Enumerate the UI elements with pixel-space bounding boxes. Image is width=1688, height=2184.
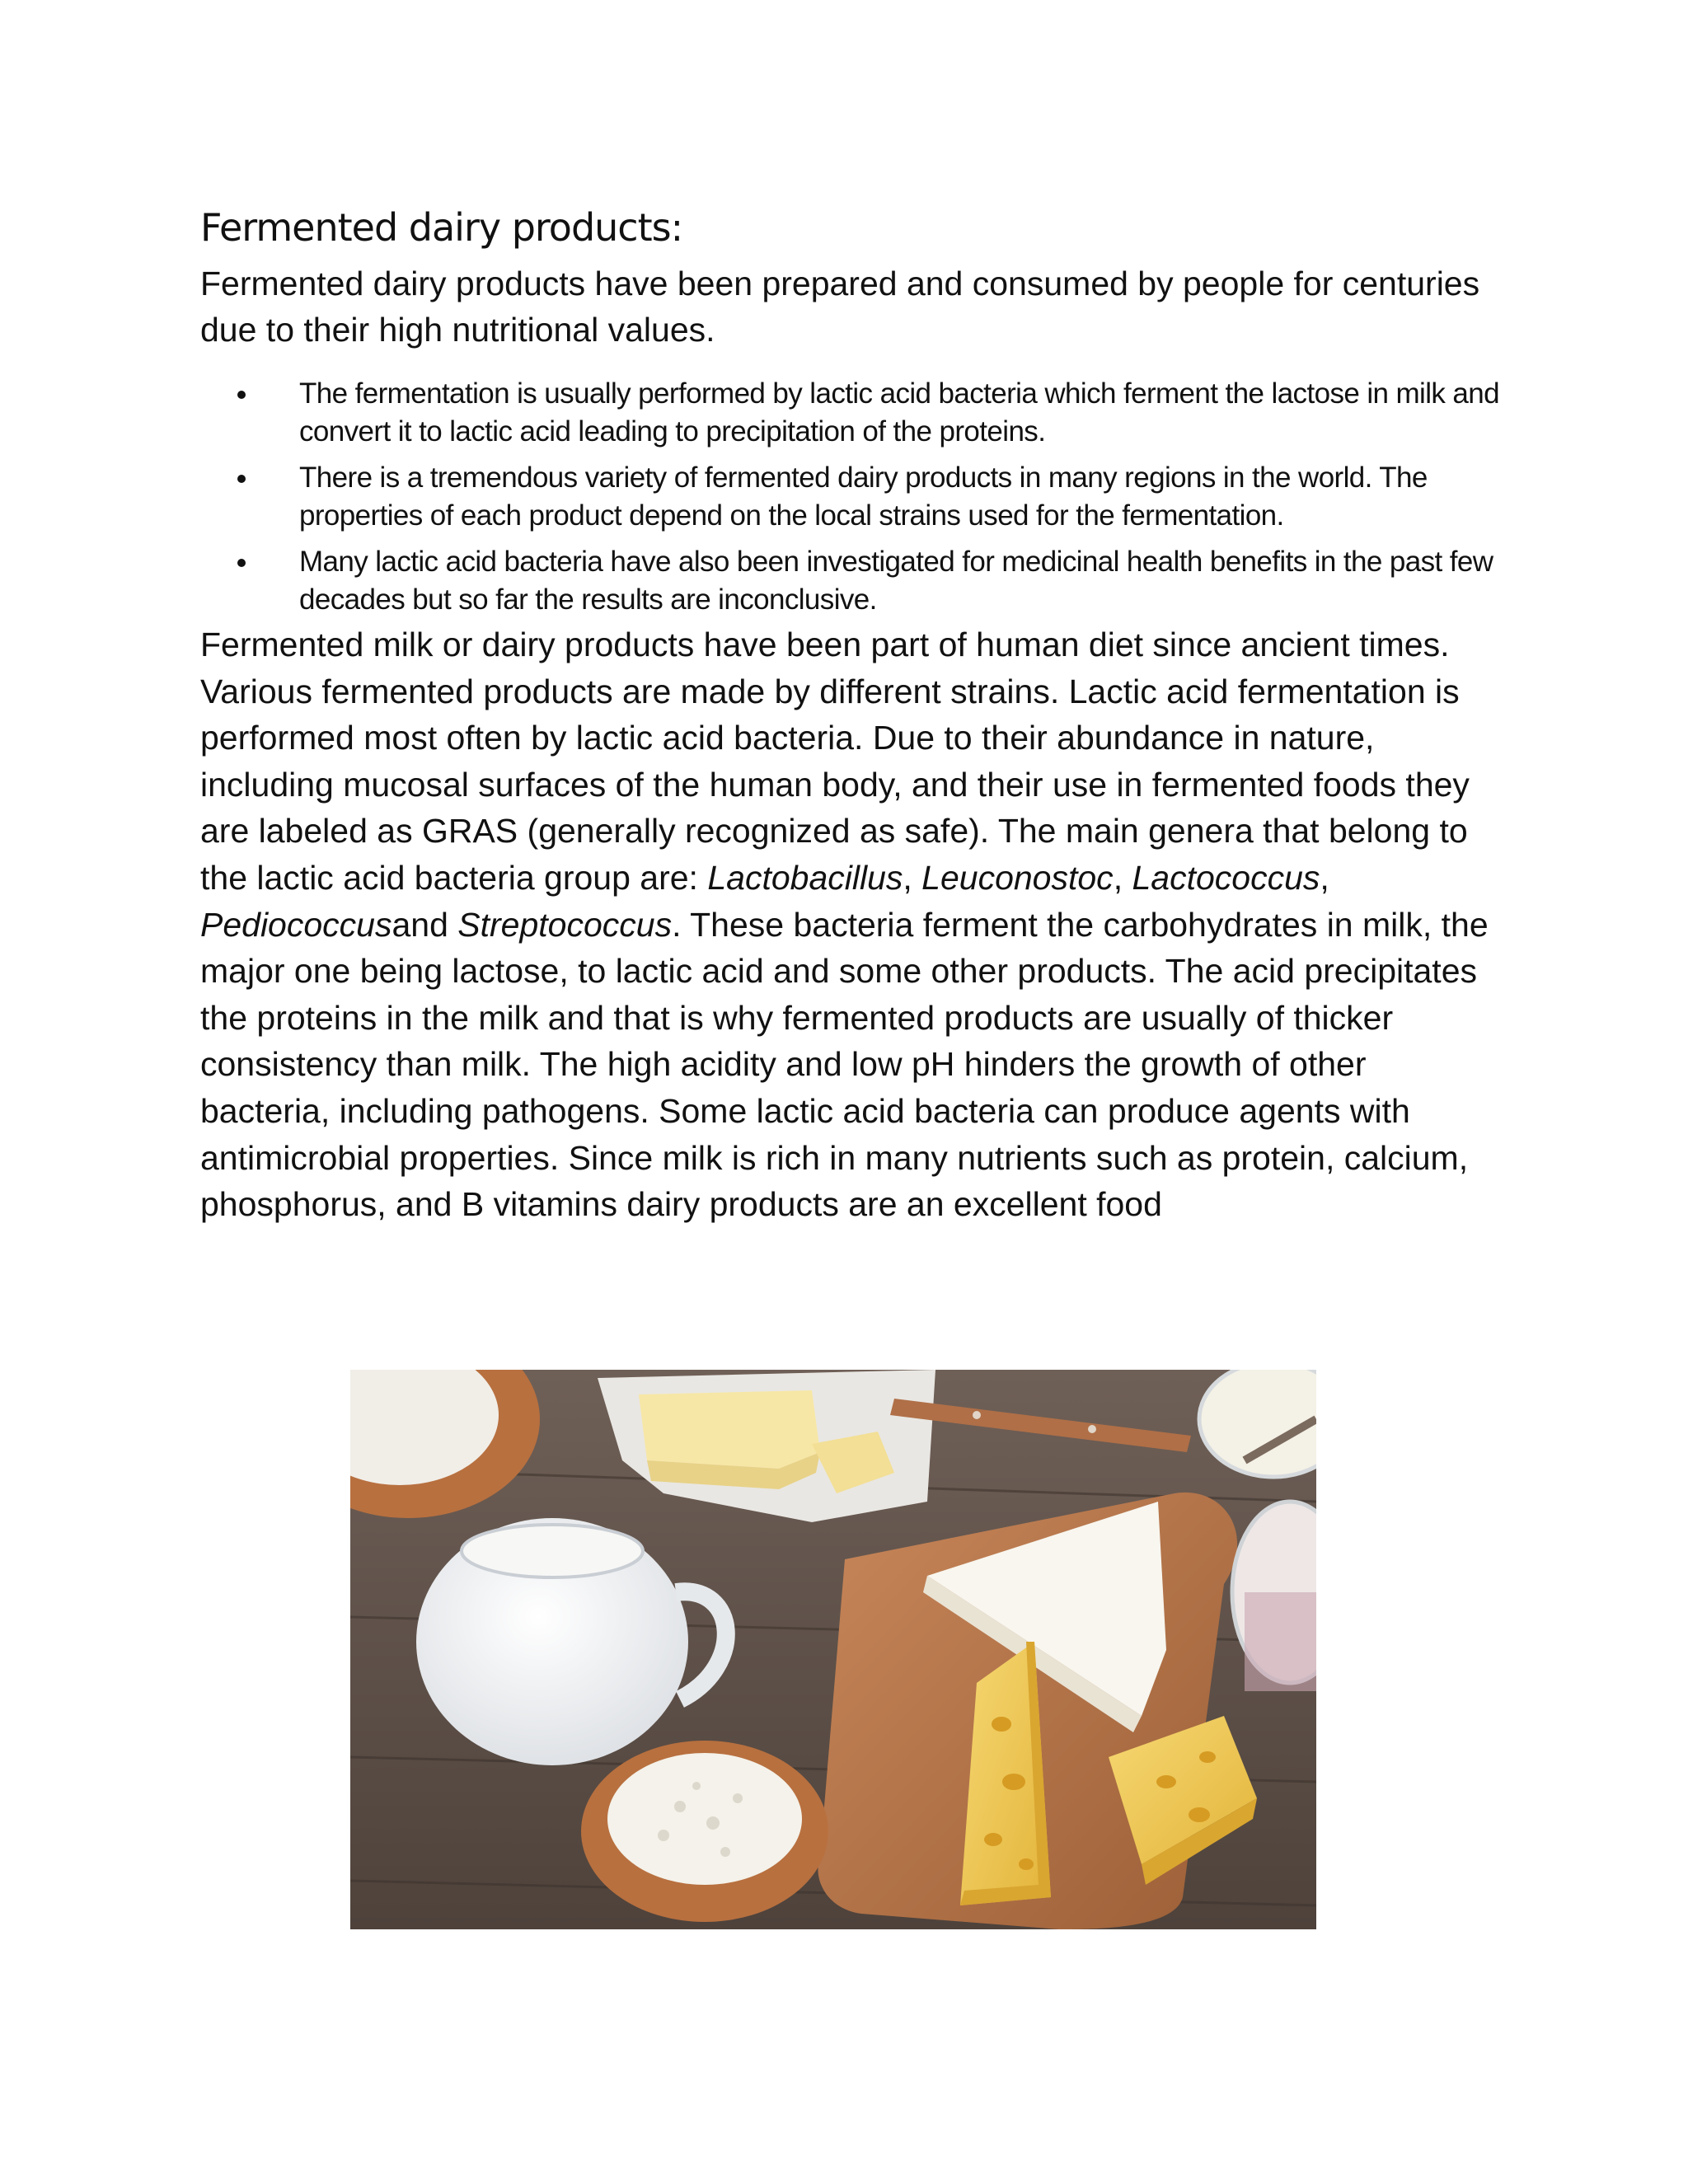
separator: ,	[1113, 858, 1132, 897]
genus-pediococcus: Pediococcus	[200, 905, 392, 944]
genus-lactobacillus: Lactobacillus	[707, 858, 903, 897]
bullet-text: The fermentation is usually performed by lactic acid bacteria which ferment the lactose in milk and convert it to lactic acid leading to precipitation of the proteins.	[299, 377, 1500, 448]
bullet-text: There is a tremendous variety of fermented dairy products in many regions in the world. The properties of each product depend on the local strains used for the fermentation.	[299, 462, 1428, 532]
dairy-products-photo	[350, 1370, 1316, 1929]
separator: ,	[903, 858, 922, 897]
genus-streptococcus: Streptococcus	[457, 905, 673, 944]
bullet-text: Many lactic acid bacteria have also been investigated for medicinal health benefits in the past few decades but so far the results are inconclusive.	[299, 546, 1493, 616]
bullet-icon	[237, 391, 246, 399]
page-title: Fermented dairy products:	[200, 205, 683, 250]
separator: and	[392, 905, 458, 944]
genus-leuconostoc: Leuconostoc	[921, 858, 1114, 897]
intro-paragraph: Fermented dairy products have been prepared and consumed by people for centuries due to their high nutritional values.	[200, 265, 1480, 349]
body-paragraph	[200, 621, 1503, 1228]
bullet-item	[200, 375, 1503, 451]
bullet-item	[200, 543, 1503, 619]
body-text-part1: Fermented milk or dairy products have been part of human diet since ancient times. Various fermented products are made by different strains. Lactic acid fermentation is performed most often by lactic acid bacteria. Due to their abundance in nature, including mucosal surfaces of the human body, and their use in fermented foods they are labeled as GRAS (generally recognized as safe). The main genera that belong to the lactic acid bacteria group are:	[200, 626, 1470, 897]
dairy-products-illustration	[350, 1370, 1316, 1929]
bullet-icon	[237, 559, 246, 567]
bullet-list	[200, 375, 1503, 627]
body-text-part2: . These bacteria ferment the carbohydrates in milk, the major one being lactose, to lactic acid and some other products. The acid precipitates the proteins in the milk and that is why fermented products are usually of thicker consistency than milk. The high acidity and low pH hinders the growth of other bacteria, including pathogens. Some lactic acid bacteria can produce agents with antimicrobial properties. Since milk is rich in many nutrients such as protein, calcium, phosphorus, and B vitamins dairy products are an excellent food	[200, 905, 1489, 1224]
bullet-icon	[237, 475, 246, 483]
separator: ,	[1320, 858, 1329, 897]
genus-lactococcus: Lactococcus	[1132, 858, 1320, 897]
bullet-item	[200, 459, 1503, 535]
